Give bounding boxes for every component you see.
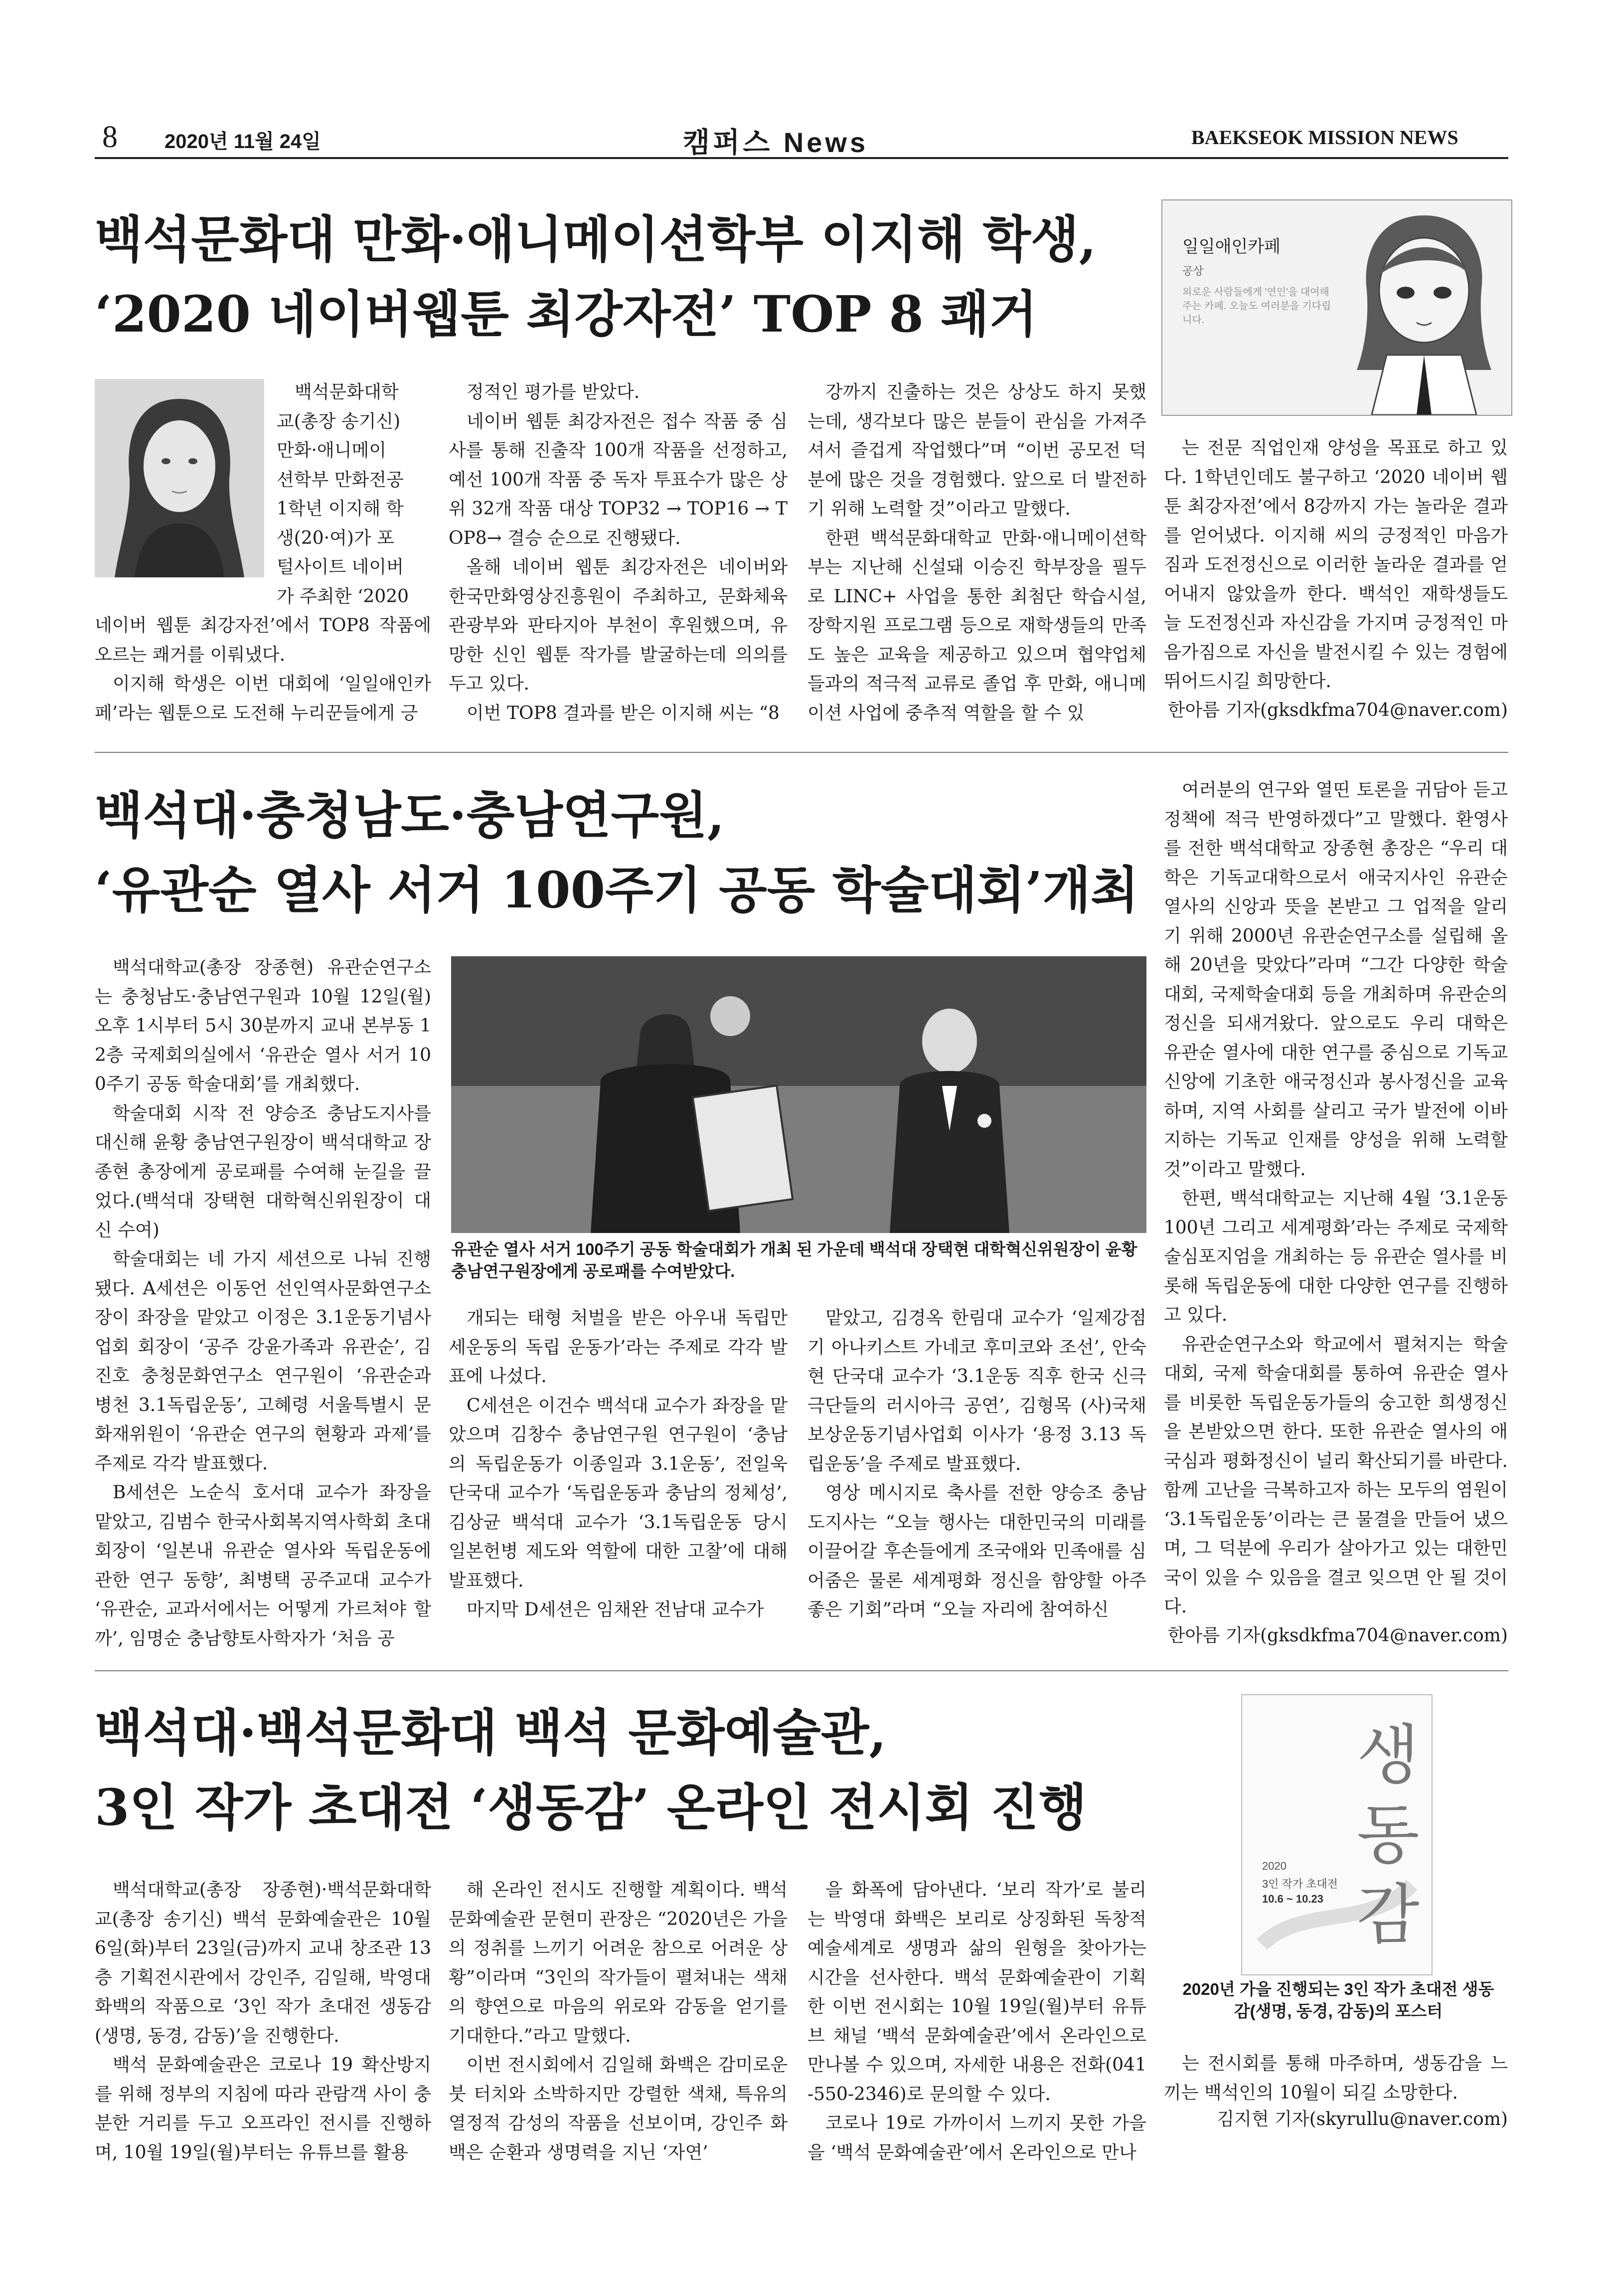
paragraph: 유관순연구소와 학교에서 펼쳐지는 학술대회, 국제 학술대회를 통하여 유관순 열사를 비롯한 독립운동가들의 숭고한 희생정신을 본받았으면 한다. 또한 유관순 열사의 애국심과 평화정신이 널리 확산되기를 바란다. 함께 고난을 극복하고자 하는 모두의 염원이 ‘3.1독립운동’이라는 큰 물결을 만들어 냈으며, 그 덕분에 우리가 살아가고 있는 대한민국이 있을 수 있음을 결코 잊으면 안 될 것이다. <box>1164 1334 1508 1617</box>
paragraph: 올해 네이버 웹툰 최강자전은 네이버와 한국만화영상진흥원이 주최하고, 문화체육관광부와 판타지아 부천이 후원했으며, 유망한 신인 웹툰 작가를 발굴하는데 의의를 두고 있다. <box>449 557 788 694</box>
paragraph: 이번 전시회에서 김일해 화백은 감미로운 붓 터치와 소박하지만 강렬한 색채, 특유의 열정적 감성의 작품을 선보이며, 강인주 화백은 순환과 생명력을 지닌 ‘자연’ <box>449 2055 788 2163</box>
paragraph: 영상 메시지로 축사를 전한 양승조 충남도지사는 “오늘 행사는 대한민국의 미래를 이끌어갈 후손들에게 조국애와 민족애를 심어줌은 물론 세계평화 정신을 함양할 아주 좋은 기회”라며 “오늘 자리에 참여하신 <box>807 1483 1146 1620</box>
paragraph: B세션은 노순식 호서대 교수가 좌장을 맡았고, 김범수 한국사회복지역사학회 초대회장이 ‘일본내 유관순 열사와 독립운동에 관한 연구 동향’, 최병택 공주교대 교수가 ‘유관순, 교과서에서는 어떻게 가르쳐야 할까’, 임명순 충남향토사학자가 ‘처음 공 <box>95 1482 431 1649</box>
section-title: 캠퍼스 News <box>683 127 869 158</box>
portrait-silhouette <box>95 379 264 577</box>
wrap-line: 만화·애니메이 <box>277 440 387 461</box>
paragraph: C세션은 이건수 백석대 교수가 좌장을 맡았으며 김창수 충남연구원 연구원이 ‘충남의 독립운동가 이종일과 3.1운동’, 전일욱 단국대 교수가 ‘독립운동과 충남의 정체성’, 김상균 백석대 교수가 ‘3.1독립운동 당시 일본헌병 제도와 역할에 대한 고찰’에 대해 발표했다. <box>449 1395 788 1591</box>
poster-caption: 2020년 가을 진행되는 3인 작가 초대전 생동감(생명, 동경, 감동)의 포스터 <box>1182 1980 1494 2020</box>
article2-col3 <box>807 1304 1146 1625</box>
ceremony-photo <box>451 956 1146 1233</box>
paragraph: 네이버 웹툰 최강자전은 접수 작품 중 심사를 통해 진출작 100개 작품을 선정하고, 예선 100개 작품 중 독자 투표수가 많은 상위 32개 작품 대상 TOP32 → TOP16 → TOP8→ 결승 순으로 진행됐다. <box>449 411 788 548</box>
ceremony-photo-caption: 유관순 열사 서거 100주기 공동 학술대회가 개최 된 가운데 백석대 장택현 대학혁신위원장이 윤황 충남연구원장에게 공로패를 수여받았다. <box>451 1240 1137 1280</box>
paragraph: 강까지 진출하는 것은 상상도 하지 못했는데, 생각보다 많은 분들이 관심을 가져주셔서 즐겁게 작업했다”며 “이번 공모전 덕분에 많은 것을 경험했다. 앞으로 더 발전하기 위해 노력할 것”이라고 말했다. <box>807 382 1146 519</box>
wrap-line: 가 주최한 ‘2020 <box>277 586 409 607</box>
header-rule <box>95 157 1508 159</box>
paragraph: 이번 TOP8 결과를 받은 이지해 씨는 “8 <box>467 703 780 723</box>
webtoon-title: 일일애인카페 <box>1182 237 1281 256</box>
ceremony-photo-image <box>451 956 1146 1233</box>
paragraph: 한편 백석문화대학교 만화·애니메이션학부는 지난해 신설돼 이승진 학부장을 필두로 LINC+ 사업을 통한 최첨단 학습시설, 장학지원 프로그램 등으로 재학생들의 만족도 높은 교육을 제공하고 있으며 협약업체들과의 적극적 교류로 졸업 후 만화, 애니메이션 사업에 중추적 역할을 할 수 있 <box>807 528 1146 723</box>
paragraph: 을 화폭에 담아낸다. ‘보리 작가’로 불리는 박영대 화백은 보리로 상징화된 독창적 예술세계로 생명과 삶의 원형을 찾아가는 시간을 선사한다. 백석 문화예술관이 기획한 이번 전시회는 10월 19일(월)부터 유튜브 채널 ‘백석 문화예술관’에서 온라인으로 만나볼 수 있으며, 자세한 내용은 전화(041-550-2346)로 문의할 수 있다. <box>807 1880 1146 2105</box>
article1-col4 <box>1164 434 1508 697</box>
article3-col3 <box>807 1876 1146 2167</box>
paragraph: 맡았고, 김경옥 한림대 교수가 ‘일제강점기 아나키스트 가네코 후미코와 조선’, 안숙현 단국대 교수가 ‘3.1운동 직후 한국 신극 극단들의 러시아극 공연’, 김형목 (사)국채보상운동기념사업회 이사가 ‘용정 3.13 독립운동’을 주제로 발표했다. <box>807 1308 1146 1474</box>
article-divider <box>95 1670 1508 1671</box>
webtoon-author: 공상 <box>1182 265 1204 277</box>
wrap-line: 백석문화대학 <box>295 382 399 402</box>
article1-col2 <box>449 378 788 728</box>
paragraph: 는 전문 직업인재 양성을 목표로 하고 있다. 1학년인데도 불구하고 ‘2020 네이버 웹툰 최강자전’에서 8강까지 가는 놀라운 결과를 얻어냈다. 이지해 씨의 긍정적인 마음가짐과 도전정신으로 이러한 놀라운 결과를 얻어내지 않았을까 한다. 백석인 재학생들도 늘 도전정신과 자신감을 가지며 긍정적인 마음가짐으로 자신을 발전시킬 수 있는 경험에 뛰어드시길 희망한다. <box>1164 438 1508 692</box>
article2-col4 <box>1164 776 1508 1622</box>
paragraph: 백석대학교(총장 장종현)·백석문화대학교(총장 송기신) 백석 문화예술관은 10월 6일(화)부터 23일(금)까지 교내 창조관 13층 기획전시관에서 강인주, 김일해, 박영대 화백의 작품으로 ‘3인 작가 초대전 생동감(생명, 동경, 감동)’을 진행한다. <box>95 1880 431 2046</box>
paragraph: 해 온라인 전시도 진행할 계획이다. 백석 문화예술관 문현미 관장은 “2020년은 가을의 정취를 느끼기 어려운 참으로 어려운 상황”이라며 “3인의 작가들이 펼쳐내는 색채의 향연으로 마음의 위로와 감동을 얻기를 기대한다.”라고 말했다. <box>449 1880 788 2046</box>
paragraph: 백석대학교(총장 장종현) 유관순연구소는 충청남도·충남연구원과 10월 12일(월) 오후 1시부터 5시 30분까지 교내 본부동 12층 국제회의실에서 ‘유관순 열사 서거 100주기 공동 학술대회’를 개최했다. <box>95 957 431 1094</box>
student-portrait-photo <box>95 379 264 577</box>
paragraph: 네이버 웹툰 최강자전’에서 TOP8 작품에 오르는 쾌거를 이뤄냈다. <box>95 615 431 665</box>
article2-col1 <box>95 953 431 1653</box>
webtoon-thumbnail <box>1161 199 1512 416</box>
article2-headline-line2: ‘유관순 열사 서거 100주기 공동 학술대회’개최 <box>95 861 1139 919</box>
article-divider <box>95 752 1508 753</box>
article1-col3 <box>807 378 1146 728</box>
wrap-line: 생(20·여)가 포 <box>277 528 394 548</box>
article3-headline-line1: 백석대·백석문화대 백석 문화예술관, <box>95 1703 887 1762</box>
paragraph: 학술대회는 네 가지 세션으로 나눠 진행됐다. A세션은 이동언 선인역사문화연구소장이 좌장을 맡았고 이정은 3.1운동기념사업회 회장이 ‘공주 강윤가족과 유관순’, 김진호 충청문화연구소 연구원이 ‘유관순과 병천 3.1독립운동’, 고혜령 서울특별시 문화재위원이 ‘유관순 연구의 현황과 과제’를 주제로 각각 발표했다. <box>95 1249 431 1474</box>
wrap-line: 션학부 만화전공 <box>277 469 404 490</box>
wrap-line: 1학년 이지해 학 <box>277 499 404 519</box>
paragraph: 코로나 19로 가까이서 느끼지 못한 가을을 ‘백석 문화예술관’에서 온라인으로 만나 <box>807 2113 1146 2163</box>
article1-headline-line2: ‘2020 네이버웹툰 최강자전’ TOP 8 쾌거 <box>95 285 1037 344</box>
poster-subtitle: 3인 작가 초대전 <box>1262 1878 1338 1890</box>
paragraph: 백석 문화예술관은 코로나 19 확산방지를 위해 정부의 지침에 따라 관람객 사이 충분한 거리를 두고 오프라인 전시를 진행하며, 10월 19일(월)부터는 유튜브를 활용 <box>95 2055 431 2163</box>
webtoon-blurb: 외로운 사람들에게 '연인'을 대여해주는 카페. 오늘도 여러분을 기다립니다. <box>1182 287 1331 326</box>
article3-headline-line2: 3인 작가 초대전 ‘생동감’ 온라인 전시회 진행 <box>95 1778 1087 1837</box>
wrap-line: 교(총장 송기신) <box>277 411 401 432</box>
poster-dates: 10.6 ~ 10.23 <box>1262 1893 1323 1905</box>
article2-headline-line1: 백석대·충청남도·충남연구원, <box>95 786 725 845</box>
article3-col2 <box>449 1876 788 2167</box>
paragraph: 학술대회 시작 전 양승조 충남도지사를 대신해 윤황 충남연구원장이 백석대학교 장종현 총장에게 공로패를 수여해 눈길을 끌었다.(백석대 장택현 대학혁신위원장이 대신 수여) <box>95 1103 431 1240</box>
article3-col1 <box>95 1876 431 2167</box>
article1-col1-bottom <box>95 611 431 728</box>
wrap-line: 털사이트 네이버 <box>277 557 404 577</box>
article1-col1-wrap <box>277 378 431 611</box>
webtoon-character-illustration <box>1342 205 1506 415</box>
article3-byline: 김지현 기자(skyrullu@naver.com) <box>1217 2109 1508 2129</box>
publication-name: BAEKSEOK MISSION NEWS <box>1191 126 1458 149</box>
issue-date: 2020년 11월 24일 <box>164 131 321 153</box>
paragraph: 정적인 평가를 받았다. <box>467 382 640 402</box>
article1-byline: 한아름 기자(gksdkfma704@naver.com) <box>1167 700 1508 720</box>
poster-title: 생동감 <box>1357 1717 1420 1952</box>
paragraph: 는 전시회를 통해 마주하며, 생동감을 느끼는 백석인의 10월이 되길 소망한다. <box>1164 2053 1508 2103</box>
paragraph: 마지막 D세션은 임채완 전남대 교수가 <box>467 1599 764 1620</box>
article3-col4 <box>1164 2049 1508 2108</box>
paragraph: 여러분의 연구와 열띤 토론을 귀담아 듣고 정책에 적극 반영하겠다”고 말했다. 환영사를 전한 백석대학교 장종현 총장은 “우리 대학은 기독교대학으로서 애국지사인 유관순 열사의 신앙과 뜻을 본받고 그 업적을 알리기 위해 2000년 유관순연구소를 설립해 올해 20년을 맞았다”라며 “그간 다양한 학술대회, 국제학술대회 등을 개최하며 유관순의 정신을 되새겨왔다. 앞으로도 우리 대학은 유관순 열사에 대한 연구를 중심으로 기독교 신앙에 기초한 애국정신과 봉사정신을 교육하며, 지역 사회를 살리고 국가 발전에 이바지하는 기독교 인재를 양성을 위해 노력할 것”이라고 말했다. <box>1164 780 1508 1180</box>
paragraph: 개되는 태형 처벌을 받은 아우내 독립만세운동의 독립 운동가’라는 주제로 각각 발표에 나섰다. <box>449 1308 788 1387</box>
article2-byline: 한아름 기자(gksdkfma704@naver.com) <box>1167 1625 1508 1646</box>
article2-col2 <box>449 1304 788 1625</box>
paragraph: 한편, 백석대학교는 지난해 4월 ‘3.1운동 100년 그리고 세계평화’라는 주제로 국제학술심포지엄을 개최하는 등 유관순 열사를 비롯해 독립운동에 대한 다양한 연구를 진행하고 있다. <box>1164 1188 1508 1325</box>
poster-year: 2020 <box>1262 1860 1286 1872</box>
exhibition-poster <box>1241 1694 1433 1975</box>
paragraph: 이지해 학생은 이번 대회에 ‘일일애인카페’라는 웹툰으로 도전해 누리꾼들에게 긍 <box>95 674 431 723</box>
page-number: 8 <box>102 120 118 154</box>
article1-headline-line1: 백석문화대 만화·애니메이션학부 이지해 학생, <box>95 210 1097 269</box>
